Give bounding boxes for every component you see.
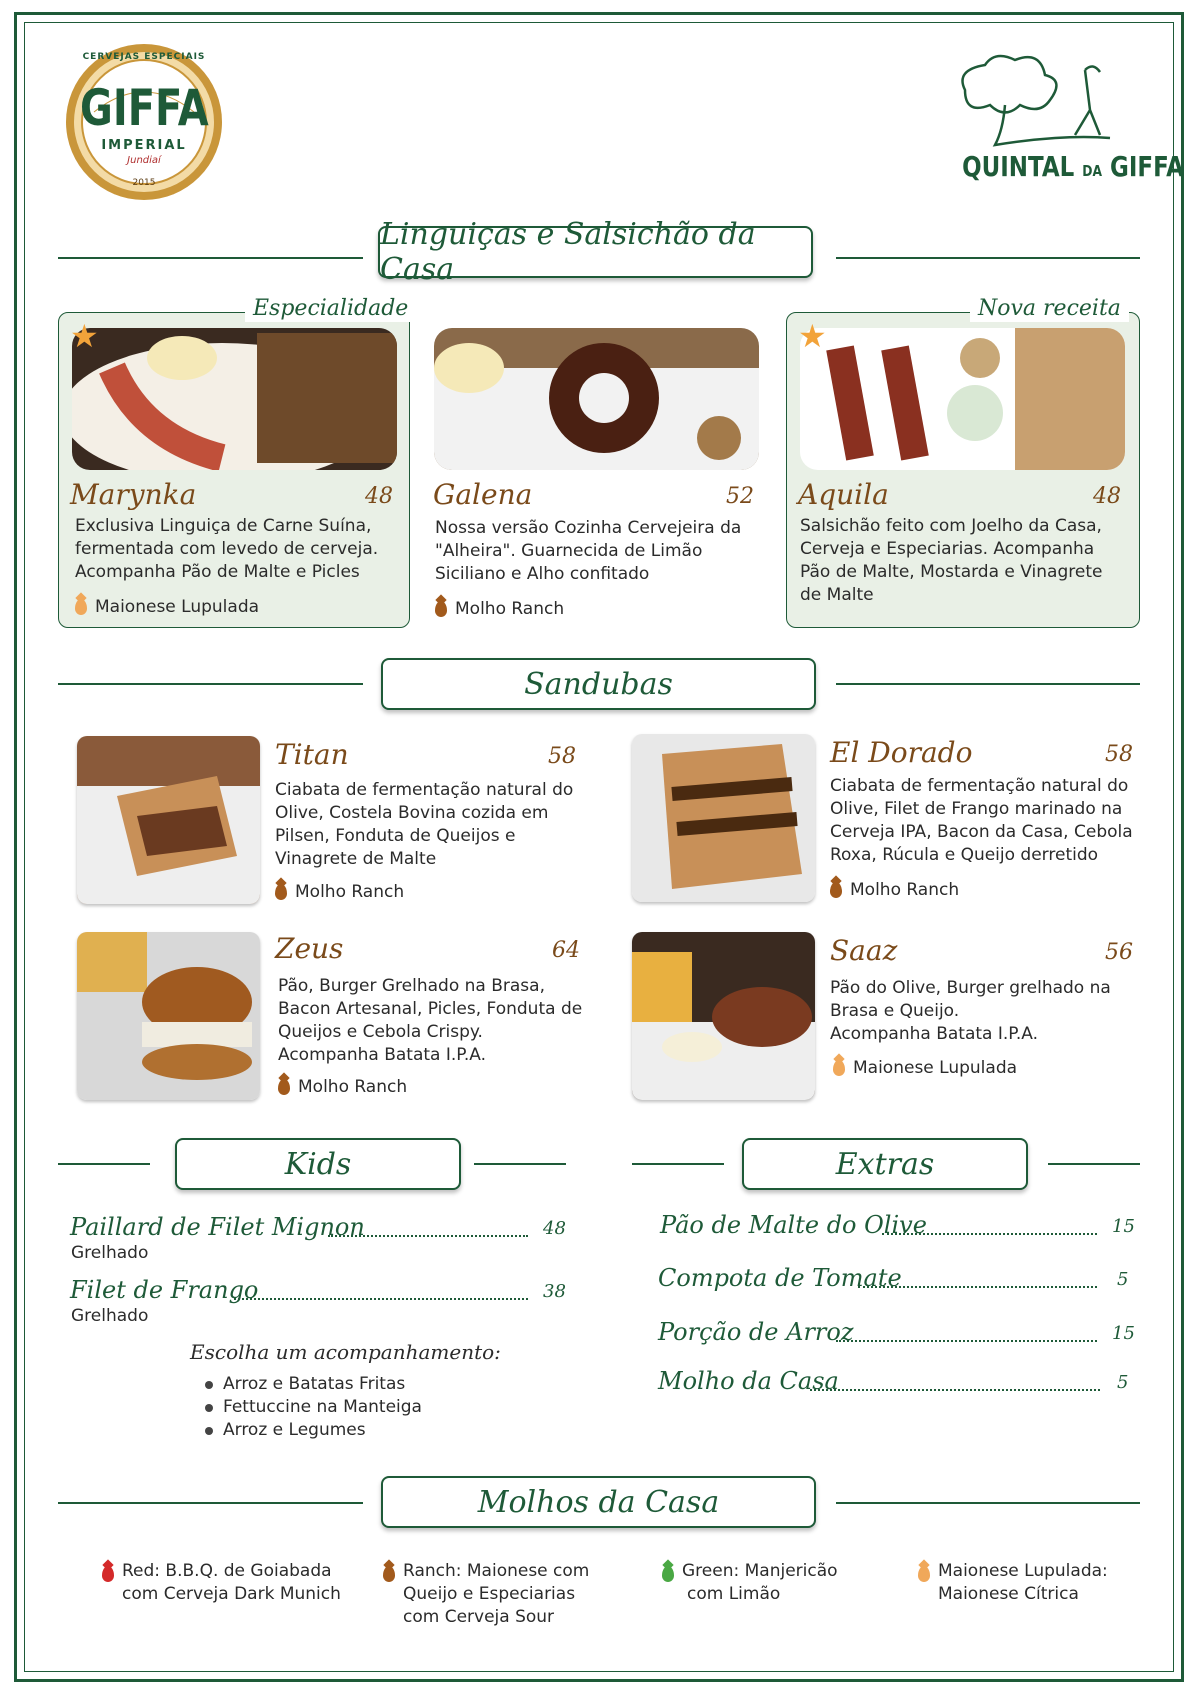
item-sauce: Maionese Lupulada — [833, 1057, 1017, 1079]
section-header-linguicas — [378, 217, 813, 287]
section-title: Extras — [835, 1146, 935, 1182]
sauce-drop-icon — [278, 1079, 290, 1095]
kids-item-price: 38 — [543, 1281, 566, 1302]
item-name: Aquila — [798, 478, 889, 511]
section-line — [836, 257, 1140, 259]
section-title: Kids — [284, 1146, 352, 1182]
item-name: Saaz — [830, 934, 898, 967]
extras-item-price: 5 — [1117, 1269, 1129, 1290]
sauce-drop-icon — [102, 1566, 114, 1582]
sauce-drop-icon — [662, 1566, 674, 1582]
sauce-drop-icon — [435, 601, 447, 617]
item-description: Ciabata de fermentação natural do Olive, Costela Bovina cozida em Pilsen, Fonduta de Queijos e Vinagrete de Malte — [275, 780, 574, 869]
extras-item-name: Compota de Tomate — [658, 1264, 902, 1292]
food-photo — [77, 932, 260, 1100]
sauce-drop-icon — [75, 599, 87, 615]
quintal-wordmark: QUINTAL DA GIFFA — [962, 150, 1184, 183]
item-description: Exclusiva Linguiça de Carne Suína, fermentada com levedo de cerveja. Acompanha Pão de Malte e Picles — [75, 516, 379, 582]
giffa-logo — [64, 42, 224, 202]
section-title: Molhos da Casa — [477, 1484, 720, 1520]
extras-item-price: 5 — [1117, 1372, 1129, 1393]
item-description: Pão do Olive, Burger grelhado na Brasa e Queijo. Acompanha Batata I.P.A. — [830, 978, 1111, 1044]
extras-item-name: Pão de Malte do Olive — [660, 1211, 927, 1239]
item-price: 58 — [548, 744, 576, 769]
section-header-extras — [742, 1138, 1028, 1190]
tree-giraffe-icon — [945, 50, 1135, 160]
section-header-molhos — [381, 1476, 816, 1528]
dotted-leader — [234, 1298, 528, 1300]
logo-name: GIFFA — [80, 79, 209, 137]
section-line — [58, 257, 363, 259]
card-tag: Nova receita — [970, 296, 1129, 322]
section-line — [836, 683, 1140, 685]
item-name: Titan — [275, 738, 349, 771]
section-line — [58, 1502, 363, 1504]
item-price: 58 — [1105, 742, 1133, 767]
sauce-drop-icon — [275, 884, 287, 900]
sauce-legend-item: Red: B.B.Q. de Goiabada com Cerveja Dark Munich — [102, 1560, 341, 1606]
dotted-leader — [882, 1233, 1097, 1235]
item-price: 64 — [552, 938, 580, 963]
item-sauce: Molho Ranch — [435, 598, 564, 620]
sauce-drop-icon — [383, 1566, 395, 1582]
star-icon: ★ — [798, 317, 827, 355]
extras-item-price: 15 — [1112, 1323, 1135, 1344]
section-title: Linguiças e Salsichão da Casa — [380, 217, 756, 287]
food-photo — [77, 736, 260, 904]
item-name: Galena — [433, 478, 533, 511]
item-name: El Dorado — [830, 736, 973, 769]
extras-item-price: 15 — [1112, 1216, 1135, 1237]
kids-item-name: Paillard de Filet Mignon — [70, 1213, 365, 1241]
kids-item-sub: Grelhado — [71, 1306, 149, 1326]
item-price: 52 — [726, 484, 754, 509]
sauce-drop-icon — [833, 1060, 845, 1076]
item-description: Ciabata de fermentação natural do Olive, Filet de Frango marinado na Cerveja IPA, Bacon da Casa, Cebola Roxa, Rúcula e Queijo derretido — [830, 776, 1133, 865]
dotted-leader — [858, 1286, 1097, 1288]
logo-year: 2015 — [132, 178, 156, 188]
item-description: Salsichão feito com Joelho da Casa, Cerveja e Especiarias. Acompanha Pão de Malte, Mostarda e Vinagrete de Malte — [800, 516, 1103, 605]
list-item: Fettuccine na Manteiga — [205, 1396, 422, 1419]
dotted-leader — [810, 1389, 1100, 1391]
item-description: Pão, Burger Grelhado na Brasa, Bacon Artesanal, Picles, Fonduta de Queijos e Cebola Crispy. Acompanha Batata I.P.A. — [278, 976, 583, 1065]
food-photo — [72, 328, 397, 470]
logo-sub: IMPERIAL — [101, 138, 187, 153]
item-price: 48 — [1093, 484, 1121, 509]
section-line — [58, 1163, 150, 1165]
item-description: Nossa versão Cozinha Cervejeira da "Alheira". Guarnecida de Limão Siciliano e Alho confitado — [435, 518, 742, 584]
list-item: Arroz e Batatas Fritas — [205, 1373, 422, 1396]
item-sauce: Molho Ranch — [830, 879, 959, 901]
section-line — [58, 683, 363, 685]
section-line — [1048, 1163, 1140, 1165]
extras-item-name: Porção de Arroz — [658, 1318, 854, 1346]
logo-city: Jundiaí — [127, 155, 161, 166]
side-options-list — [205, 1373, 422, 1442]
item-sauce: Molho Ranch — [278, 1076, 407, 1098]
food-photo — [632, 734, 815, 902]
item-name: Zeus — [275, 932, 344, 965]
sauce-legend-item: Maionese Lupulada: Maionese Cítrica — [918, 1560, 1108, 1606]
kids-item-price: 48 — [543, 1218, 566, 1239]
sauce-drop-icon — [918, 1566, 930, 1582]
dotted-leader — [328, 1235, 528, 1237]
item-name: Marynka — [70, 478, 197, 511]
list-item: Arroz e Legumes — [205, 1419, 422, 1442]
item-sauce: Maionese Lupulada — [75, 596, 259, 618]
section-header-sandubas — [381, 658, 816, 710]
food-photo — [800, 328, 1125, 470]
quintal-logo — [945, 50, 1184, 200]
card-tag: Especialidade — [245, 296, 416, 322]
sauce-legend-item: Green: Manjericão com Limão — [662, 1560, 838, 1606]
section-line — [632, 1163, 724, 1165]
item-sauce: Molho Ranch — [275, 881, 404, 903]
food-photo — [632, 932, 815, 1100]
dotted-leader — [836, 1340, 1097, 1342]
kids-item-name: Filet de Frango — [70, 1276, 259, 1304]
extras-item-name: Molho da Casa — [658, 1367, 839, 1395]
logo-arc-text: CERVEJAS ESPECIAIS — [82, 52, 206, 62]
item-price: 48 — [365, 484, 393, 509]
item-price: 56 — [1105, 940, 1133, 965]
star-icon: ★ — [70, 317, 99, 355]
section-header-kids — [175, 1138, 461, 1190]
section-line — [474, 1163, 566, 1165]
sauce-drop-icon — [830, 882, 842, 898]
food-photo — [434, 328, 759, 470]
section-line — [836, 1502, 1140, 1504]
section-title: Sandubas — [524, 666, 673, 702]
sauce-legend-item: Ranch: Maionese com Queijo e Especiarias com Cerveja Sour — [383, 1560, 589, 1629]
kids-item-sub: Grelhado — [71, 1243, 149, 1263]
side-choice-heading: Escolha um acompanhamento: — [190, 1340, 501, 1364]
